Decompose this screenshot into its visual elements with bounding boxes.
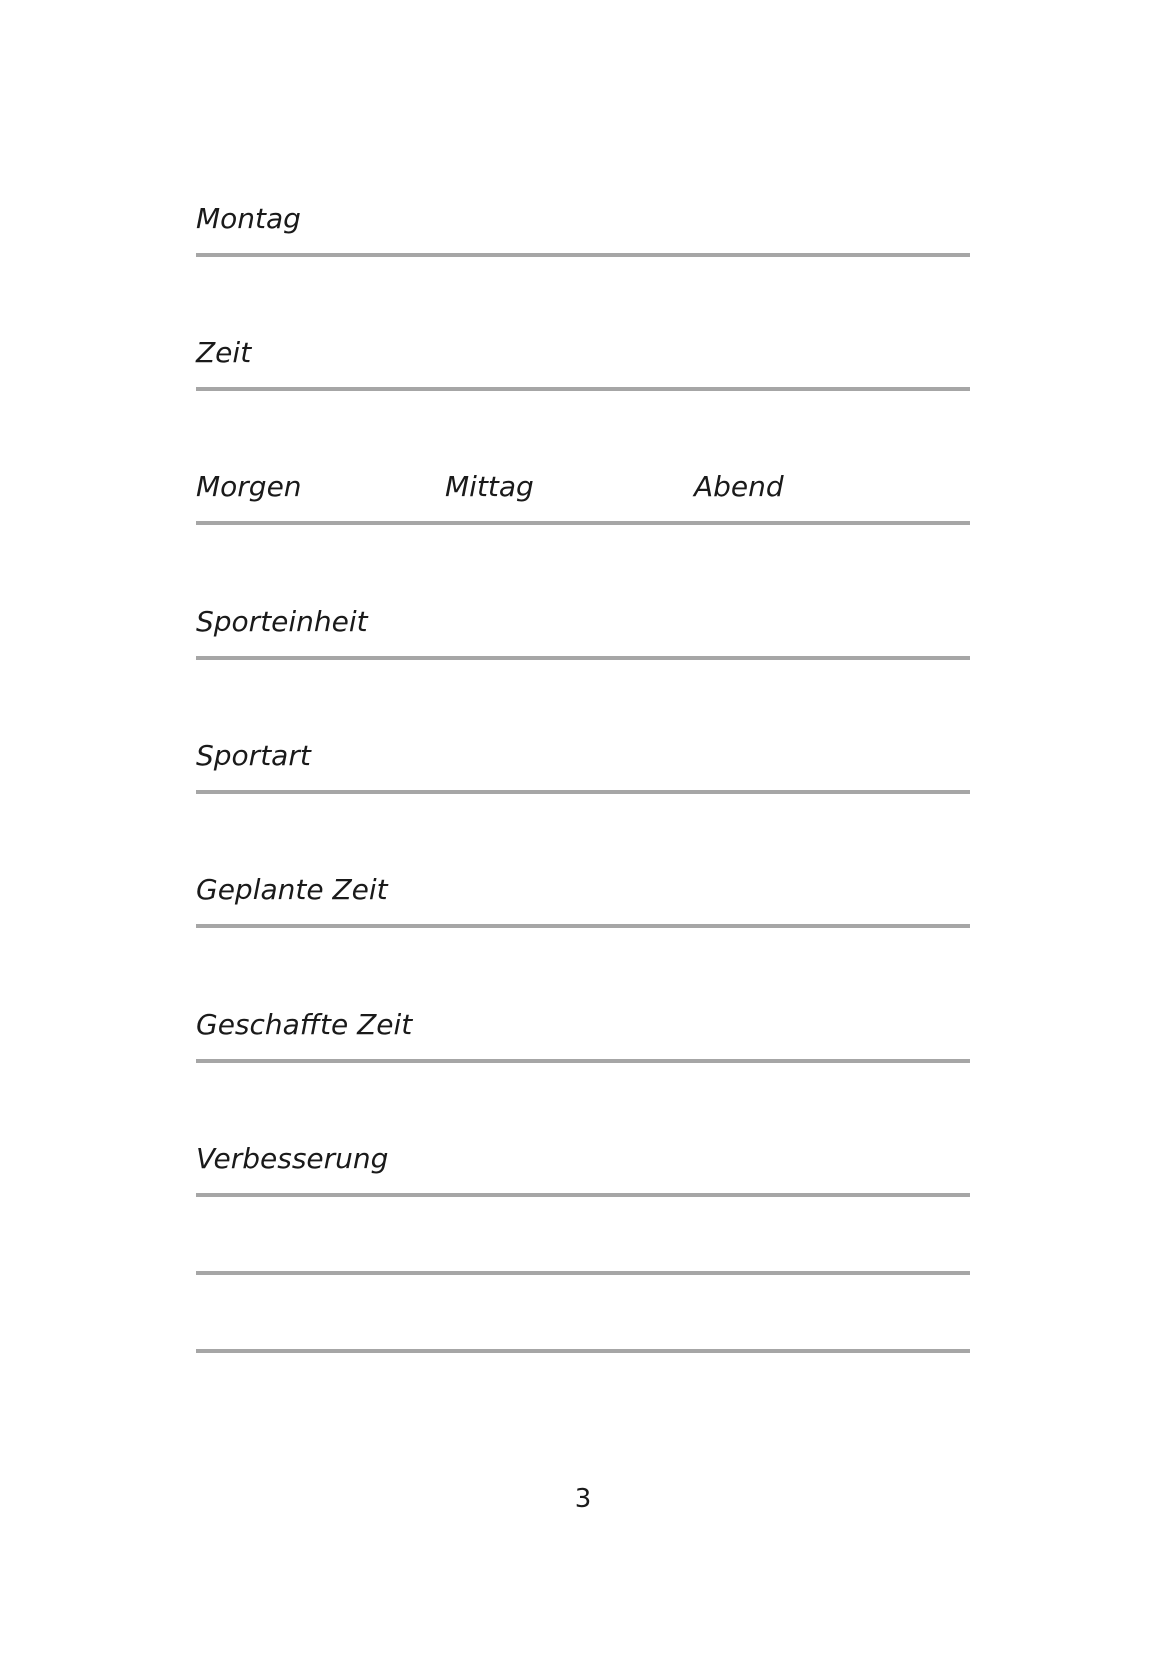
improvement-label: Verbesserung bbox=[196, 1142, 389, 1175]
period-noon-label: Mittag bbox=[445, 470, 534, 503]
time-label: Zeit bbox=[196, 336, 252, 369]
session-label: Sporteinheit bbox=[196, 605, 368, 638]
time-writing-line bbox=[196, 387, 970, 391]
planned-time-writing-line bbox=[196, 924, 970, 928]
sport-type-field bbox=[196, 734, 970, 794]
planned-time-field bbox=[196, 868, 970, 928]
extra-writing-line bbox=[196, 1349, 970, 1353]
extra-writing-row bbox=[196, 1215, 970, 1275]
session-field bbox=[196, 600, 970, 660]
sport-type-writing-line bbox=[196, 790, 970, 794]
achieved-time-label: Geschaffte Zeit bbox=[196, 1008, 413, 1041]
period-morning-label: Morgen bbox=[196, 470, 302, 503]
period-field bbox=[196, 465, 970, 525]
extra-writing-row bbox=[196, 1293, 970, 1353]
session-writing-line bbox=[196, 656, 970, 660]
period-writing-line bbox=[196, 521, 970, 525]
page-number: 3 bbox=[574, 1484, 592, 1514]
improvement-field bbox=[196, 1137, 970, 1197]
improvement-writing-line bbox=[196, 1193, 970, 1197]
day-label: Montag bbox=[196, 202, 301, 235]
period-evening-label: Abend bbox=[694, 470, 784, 503]
extra-writing-line bbox=[196, 1271, 970, 1275]
sport-type-label: Sportart bbox=[196, 739, 311, 772]
achieved-time-field bbox=[196, 1003, 970, 1063]
time-field bbox=[196, 331, 970, 391]
achieved-time-writing-line bbox=[196, 1059, 970, 1063]
day-writing-line bbox=[196, 253, 970, 257]
day-field bbox=[196, 197, 970, 257]
planned-time-label: Geplante Zeit bbox=[196, 873, 388, 906]
